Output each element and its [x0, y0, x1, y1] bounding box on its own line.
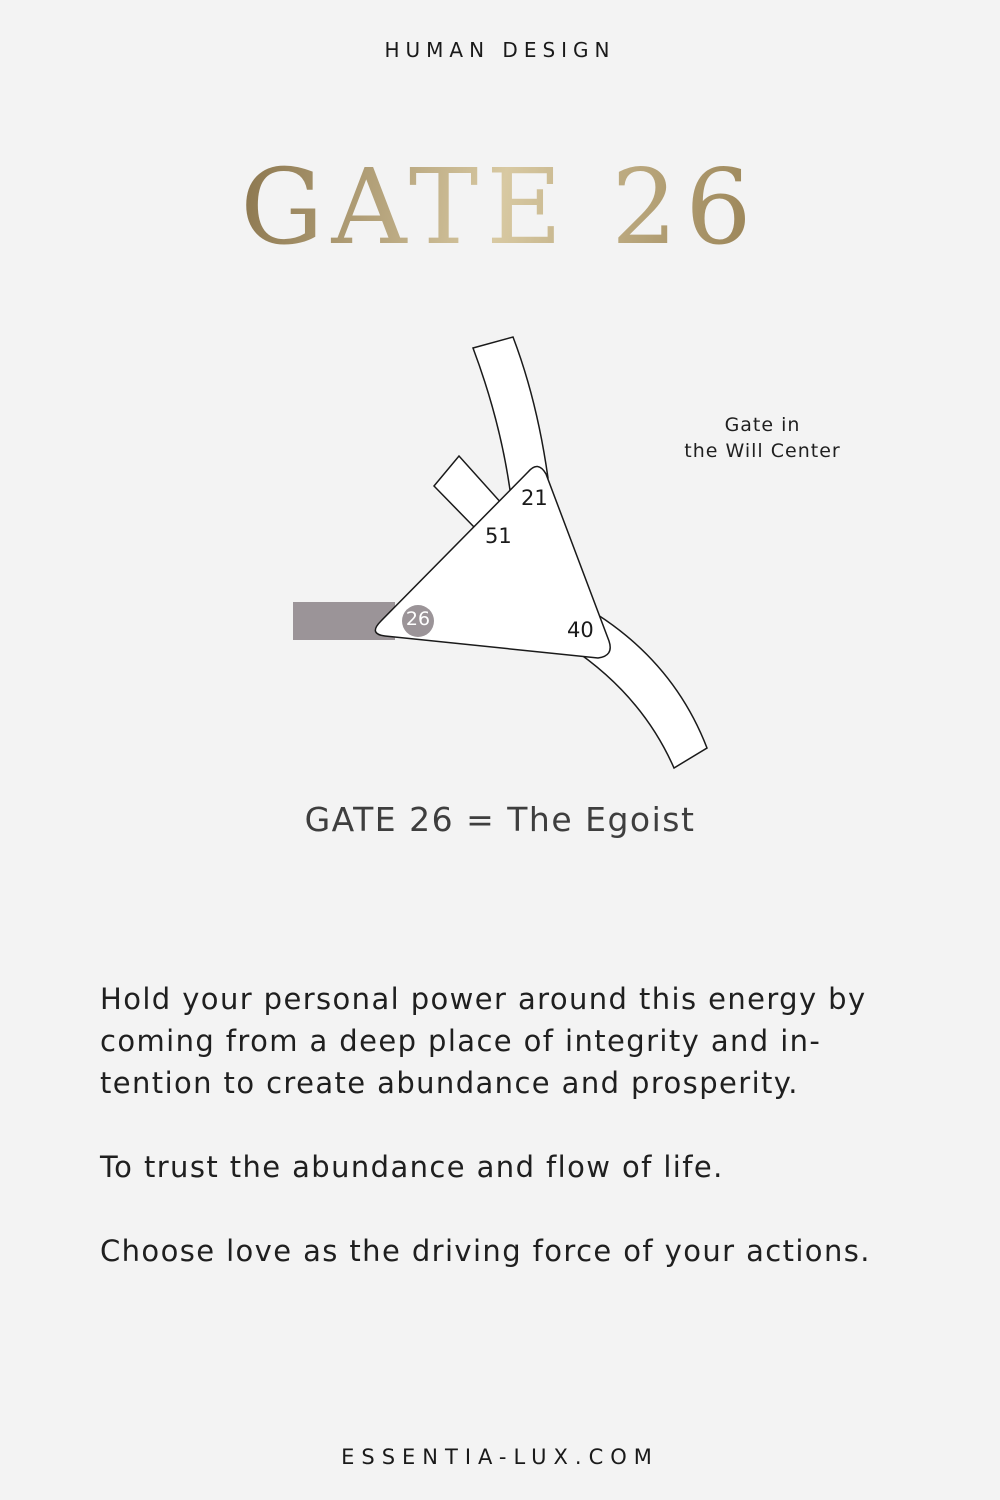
- gate-name-heading: GATE 26 = The Egoist: [304, 800, 696, 839]
- gate-21-label: 21: [521, 486, 548, 510]
- will-center-diagram: [280, 330, 730, 780]
- description-paragraph-2: To trust the abundance and flow of life.: [100, 1150, 724, 1184]
- brand-header: HUMAN DESIGN: [384, 38, 616, 62]
- gate-26-label: 26: [405, 608, 431, 630]
- description-paragraph-3: Choose love as the driving force of your actions.: [100, 1234, 871, 1268]
- gate-51-label: 51: [485, 524, 512, 548]
- center-caption: [650, 412, 875, 464]
- caption-line-1: Gate in: [724, 414, 801, 436]
- description-paragraph-1: Hold your personal power around this energy by coming from a deep place of integrity and in-tention to create abundance and prosperity.: [100, 982, 867, 1100]
- page-title: GATE 26: [0, 150, 1000, 264]
- description: [100, 978, 920, 1314]
- site-link[interactable]: ESSENTIA-LUX.COM: [341, 1445, 659, 1469]
- caption-line-2: the Will Center: [684, 440, 841, 462]
- gate-40-label: 40: [567, 618, 594, 642]
